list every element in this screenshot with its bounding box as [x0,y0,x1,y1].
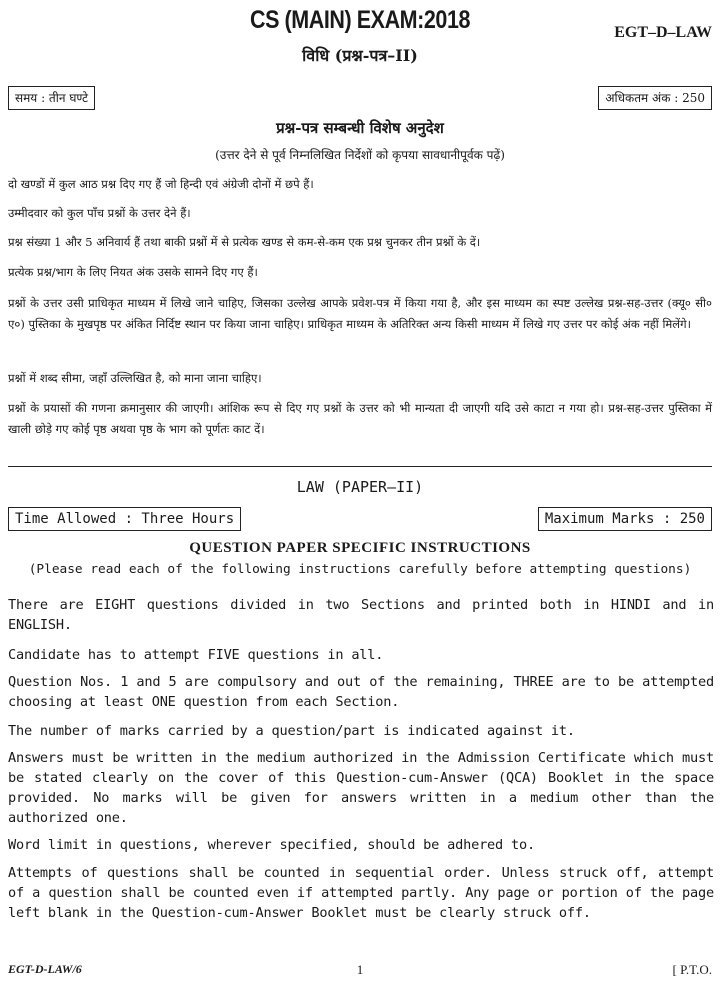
english-instruction-item: There are EIGHT questions divided in two Sections and printed both in HINDI and in ENGLISH. [8,597,714,633]
hindi-instruction-item: प्रश्नों में शब्द सीमा, जहाँ उल्लिखित है, को माना जाना चाहिए। [8,371,262,385]
marks-hindi-box: अधिकतम अंक : 250 [598,86,712,110]
hindi-instruction-item: दो खण्डों में कुल आठ प्रश्न दिए गए हैं जो हिन्दी एवं अंग्रेजी दोनों में छपे हैं। [8,177,314,191]
english-instruction-item: The number of marks carried by a question/part is indicated against it. [8,723,575,739]
english-instruction-item: Candidate has to attempt FIVE questions in all. [8,647,384,663]
english-instructions-heading: QUESTION PAPER SPECIFIC INSTRUCTIONS [189,540,531,556]
time-allowed-box: Time Allowed : Three Hours [8,507,241,531]
paper-title: LAW (PAPER–II) [296,478,424,496]
english-instruction-item: Answers must be written in the medium authorized in the Admission Certificate which must be stated clearly on the cover of this Question-cum-Answer (QCA) Booklet in the space provided. No marks will be given for answers written in a medium other than the authorized one. [8,750,714,826]
hindi-instructions-subheading: (उत्तर देने से पूर्व निम्नलिखित निर्देशों को कृपया सावधानीपूर्वक पढ़ें) [215,148,505,162]
hindi-instruction-item: प्रश्न संख्या 1 और 5 अनिवार्य हैं तथा बाकी प्रश्नों में से प्रत्येक खण्ड से कम-से-कम एक प्रश्न चुनकर तीन प्रश्नों के दें। [8,235,481,249]
exam-title: CS (MAIN) EXAM:2018 [249,6,470,34]
hindi-instruction-item: प्रश्नों के प्रयासों की गणना क्रमानुसार की जाएगी। आंशिक रूप से दिए गए प्रश्नों के उत्तर को भी मान्यता दी जाएगी यदि उसे काटा न गया हो। प्रश्न-सह-उत्तर पुस्तिका में खाली छोड़े गए कोई पृष्ठ अथवा पृष्ठ के भाग को पूर्णतः काट दें। [8,401,712,436]
english-instruction-item: Attempts of questions shall be counted in sequential order. Unless struck off, attempt of a question shall be counted even if attempted partly. Any page or portion of the page left blank in the Question-cum-Answer Booklet must be clearly struck off. [8,865,714,921]
english-instruction-item: Word limit in questions, wherever specified, should be adhered to. [8,837,535,853]
maximum-marks-box: Maximum Marks : 250 [538,507,712,531]
pto-label: [ P.T.O. [672,962,712,977]
subject-hindi: विधि (प्रश्न-पत्र–II) [302,46,418,65]
hindi-instruction-item: उम्मीदवार को कुल पाँच प्रश्नों के उत्तर देने हैं। [8,206,191,220]
hindi-instructions-heading: प्रश्न-पत्र सम्बन्धी विशेष अनुदेश [276,119,444,137]
paper-code: EGT–D–LAW [614,24,712,41]
hindi-instruction-item: प्रत्येक प्रश्न/भाग के लिए नियत अंक उसके सामने दिए गए हैं। [8,265,258,279]
time-hindi-box: समय : तीन घण्टे [8,86,95,110]
english-instructions-subheading: (Please read each of the following instructions carefully before attempting questions) [28,562,692,577]
section-divider [8,466,712,467]
hindi-instruction-item: प्रश्नों के उत्तर उसी प्राधिकृत माध्यम में लिखे जाने चाहिए, जिसका उल्लेख आपके प्रवेश-पत्र में किया गया है, और इस माध्यम का स्पष्ट उल्लेख प्रश्न-सह-उत्तर (क्यू० सी० ए०) पुस्तिका के मुखपृष्ठ पर अंकित निर्दिष्ट स्थान पर किया जाना चाहिए। प्राधिकृत माध्यम के अतिरिक्त अन्य किसी माध्यम में लिखे गए उत्तर पर कोई अंक नहीं मिलेंगे। [8,296,712,331]
footer-code: EGT-D-LAW/6 [8,962,82,976]
page-number: 1 [356,962,364,977]
english-instruction-item: Question Nos. 1 and 5 are compulsory and out of the remaining, THREE are to be attempted choosing at least ONE question from each Section. [8,674,714,710]
